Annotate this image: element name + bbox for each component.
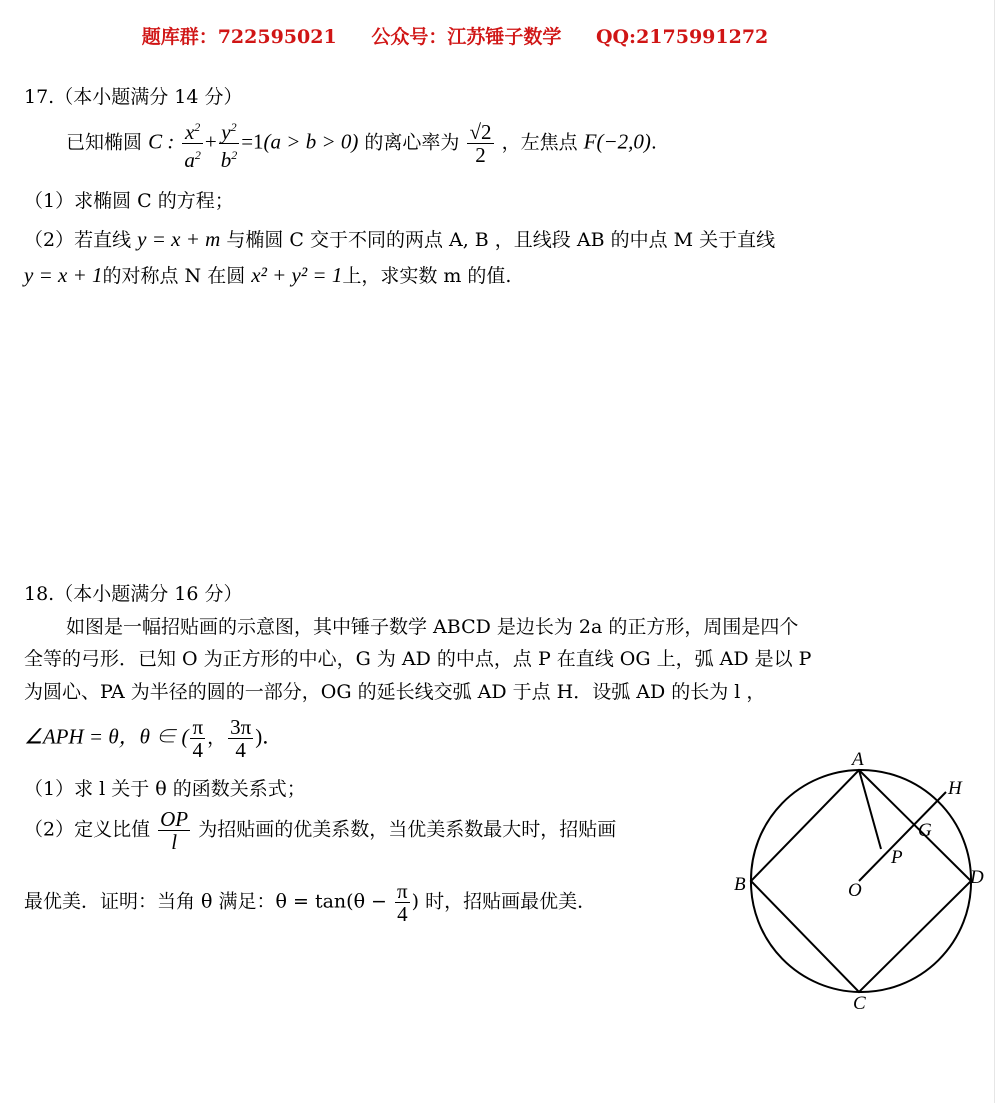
q17-intro-b: 的离心率为 bbox=[364, 131, 460, 154]
label-c: C bbox=[853, 993, 866, 1014]
header-account: 公众号：江苏锤子数学 bbox=[371, 26, 562, 48]
q17-statement: 已知椭圆 C : $\frac{x^2}{a^2}$ + $\frac{y^2}{b^2}$ =1(a > b > 0) 的离心率为 $\frac{√2}{2}$ ，左焦点 F(−2,0). bbox=[66, 116, 657, 171]
q17-p2-c: 的对称点 N 在圆 bbox=[102, 265, 246, 287]
q17-intro-c: ，左焦点 bbox=[501, 131, 578, 154]
q17-p2-d: 上，求实数 m 的值. bbox=[342, 265, 512, 287]
q18-l: l bbox=[171, 830, 178, 854]
q17-eq1: =1 bbox=[241, 129, 264, 154]
q18-frac-op-l bbox=[158, 808, 190, 853]
q18-line2: 全等的弓形．已知 O 为正方形的中心，G 为 AD 的中点，点 P 在直线 OG 上，弧 AD 是以 P bbox=[24, 648, 812, 670]
label-o: O bbox=[848, 880, 862, 901]
label-d: D bbox=[970, 867, 984, 888]
q18-line3: 为圆心、PA 为半径的圆的一部分，OG 的延长线交弧 AD 于点 H．设弧 AD 的长为 l ， bbox=[24, 681, 766, 703]
q18-frac-3pi4 bbox=[228, 716, 253, 761]
q17-focus: F(−2,0) bbox=[583, 129, 651, 154]
q18-angle-range bbox=[24, 716, 283, 761]
q18-threepi: 3π bbox=[230, 715, 252, 739]
poster-diagram bbox=[728, 745, 990, 1020]
q18-p2-a: （2）定义比值 bbox=[24, 818, 151, 841]
q18-comma: ， bbox=[207, 726, 227, 749]
q17-part2-line2 bbox=[24, 262, 511, 289]
header-group: 题库群：722595021 bbox=[141, 26, 337, 48]
q18-line1: 如图是一幅招贴画的示意图，其中锤子数学 ABCD 是边长为 2a 的正方形，周围是四个 bbox=[66, 616, 799, 638]
label-p: P bbox=[891, 847, 903, 868]
q17-a: a bbox=[184, 148, 195, 172]
q18-last-b: ) 时，招贴画最优美． bbox=[411, 890, 597, 913]
q18-pi2: π bbox=[397, 879, 408, 903]
q17-intro-a: 已知椭圆 bbox=[66, 131, 143, 154]
header-qq: QQ:2175991272 bbox=[595, 26, 769, 48]
q18-four: 4 bbox=[192, 738, 203, 762]
label-h: H bbox=[948, 778, 962, 799]
q18-four2: 4 bbox=[235, 738, 246, 762]
q18-angle-text: ∠APH = θ，θ ∈ ( bbox=[24, 724, 189, 749]
label-b: B bbox=[734, 874, 746, 895]
q18-pi: π bbox=[192, 715, 204, 739]
q17-p2-sym-line: y = x + 1 bbox=[24, 263, 103, 287]
q18-four3: 4 bbox=[397, 902, 408, 926]
q18-title: 18.（本小题满分 16 分） bbox=[24, 583, 243, 605]
label-g: G bbox=[918, 820, 932, 841]
q17-p2-circle: x² + y² = 1 bbox=[251, 263, 343, 287]
q17-p2-a: （2）若直线 bbox=[24, 229, 132, 251]
q17-y: y bbox=[221, 120, 231, 144]
q17-title: 17.（本小题满分 14 分） bbox=[24, 86, 243, 108]
label-a: A bbox=[852, 749, 864, 770]
q18-close: )． bbox=[255, 724, 284, 749]
q17-part2-line1 bbox=[24, 226, 775, 253]
q18-op: OP bbox=[160, 807, 189, 831]
q17-p2-line-eq: y = x + m bbox=[137, 227, 221, 251]
q17-frac-x: $\frac{x^2}{a^2}$ bbox=[182, 116, 203, 171]
page-header bbox=[0, 22, 910, 49]
q18-part2 bbox=[24, 808, 616, 853]
q17-period: . bbox=[650, 131, 657, 154]
q18-last-a: 最优美．证明：当角 θ 满足：θ = tan(θ − bbox=[24, 890, 387, 913]
q18-part1: （1）求 l 关于 θ 的函数关系式； bbox=[24, 778, 306, 800]
q17-part1: （1）求椭圆 C 的方程； bbox=[24, 190, 234, 212]
page-edge-rule bbox=[994, 0, 995, 1103]
q17-two: 2 bbox=[475, 143, 486, 167]
q17-frac-y: $\frac{y^2}{b^2}$ bbox=[219, 116, 240, 171]
q18-frac-pi4 bbox=[190, 716, 205, 761]
q17-sqrt2: √2 bbox=[469, 120, 492, 144]
q17-condition: (a > b > 0) bbox=[263, 129, 359, 154]
q18-p2-b: 为招贴画的优美系数，当优美系数最大时，招贴画 bbox=[198, 818, 617, 841]
q17-x: x bbox=[184, 120, 195, 144]
q18-last-line bbox=[24, 880, 596, 925]
q17-p2-b: 与椭圆 C 交于不同的两点 A, B ，且线段 AB 的中点 M 关于直线 bbox=[226, 229, 776, 251]
q18-frac-pi4-b bbox=[395, 880, 410, 925]
q17-b: b bbox=[220, 148, 232, 172]
q17-eccentricity bbox=[467, 121, 493, 166]
q17-ellipse-name: C : bbox=[148, 129, 175, 154]
